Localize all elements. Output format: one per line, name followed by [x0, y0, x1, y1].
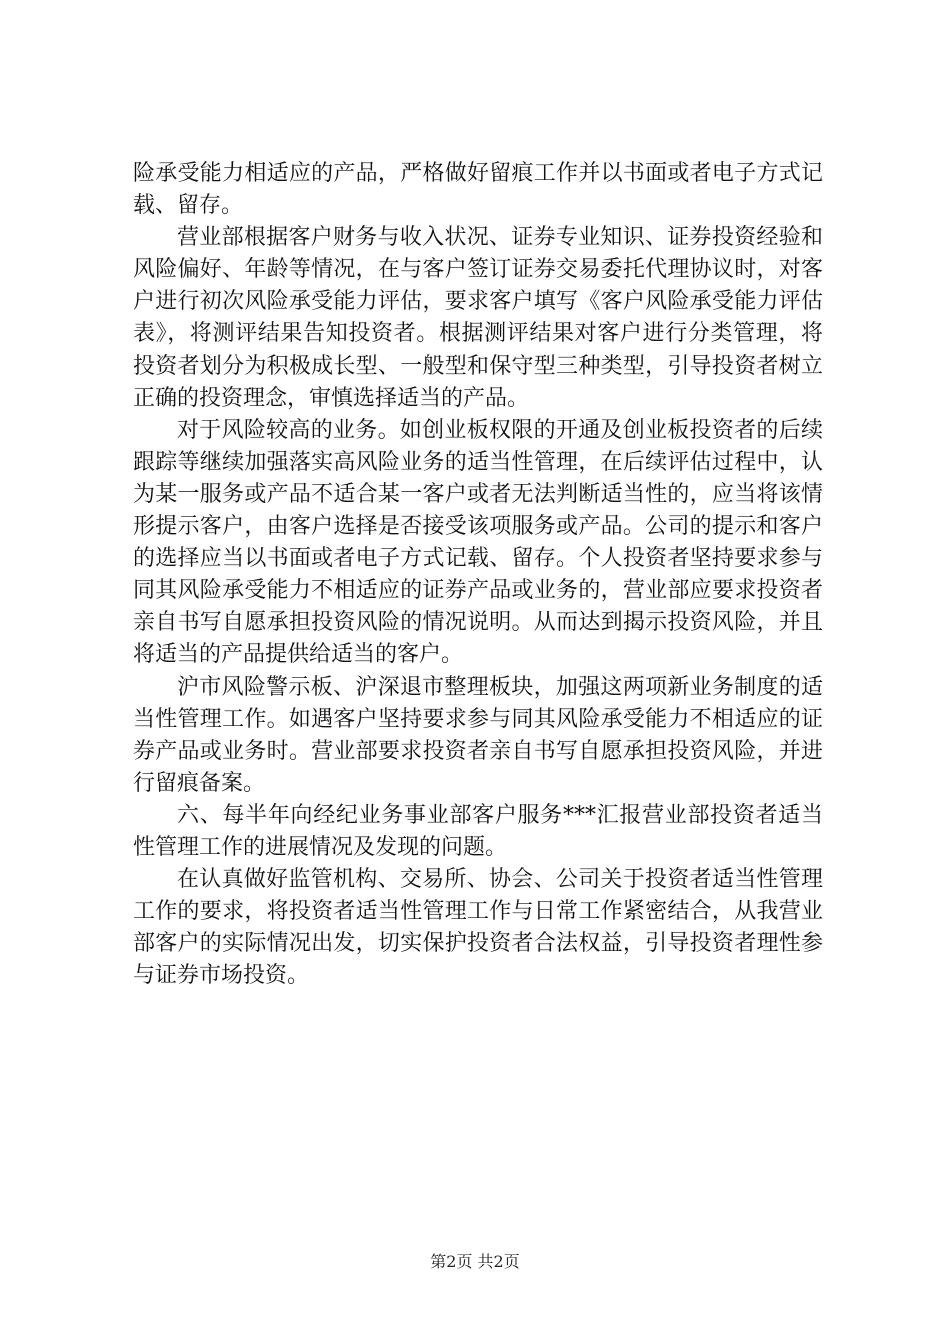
paragraph-4: 沪市风险警示板、沪深退市整理板块，加强这两项新业务制度的适当性管理工作。如遇客户坚持要求参与同其风险承受能力不相适应的证券产品或业务时。营业部要求投资者亲自书写自愿承担投资风险，并进行留痕备案。	[133, 674, 823, 796]
paragraph-5: 六、每半年向经纪业务事业部客户服务***汇报营业部投资者适当性管理工作的进展情况及发现的问题。	[133, 802, 823, 860]
paragraph-6: 在认真做好监管机构、交易所、协会、公司关于投资者适当性管理工作的要求，将投资者适当性管理工作与日常工作紧密结合，从我营业部客户的实际情况出发，切实保护投资者合法权益，引导投资者理性参与证券市场投资。	[133, 867, 823, 989]
page-footer: 第2页 共2页	[430, 1252, 520, 1271]
paragraph-2: 营业部根据客户财务与收入状况、证券专业知识、证券投资经验和风险偏好、年龄等情况，在与客户签订证券交易委托代理协议时，对客户进行初次风险承受能力评估，要求客户填写《客户风险承受能力评估表》，将测评结果告知投资者。根据测评结果对客户进行分类管理，将投资者划分为积极成长型、一般型和保守型三种类型，引导投资者树立正确的投资理念，审慎选择适当的产品。	[133, 225, 823, 411]
paragraph-1: 险承受能力相适应的产品，严格做好留痕工作并以书面或者电子方式记载、留存。	[133, 161, 823, 219]
document-body	[133, 158, 823, 992]
paragraph-3: 对于风险较高的业务。如创业板权限的开通及创业板投资者的后续跟踪等继续加强落实高风险业务的适当性管理，在后续评估过程中，认为某一服务或产品不适合某一客户或者无法判断适当性的，应当将该情形提示客户，由客户选择是否接受该项服务或产品。公司的提示和客户的选择应当以书面或者电子方式记载、留存。个人投资者坚持要求参与同其风险承受能力不相适应的证券产品或业务的，营业部应要求投资者亲自书写自愿承担投资风险的情况说明。从而达到揭示投资风险，并且将适当的产品提供给适当的客户。	[133, 417, 823, 668]
